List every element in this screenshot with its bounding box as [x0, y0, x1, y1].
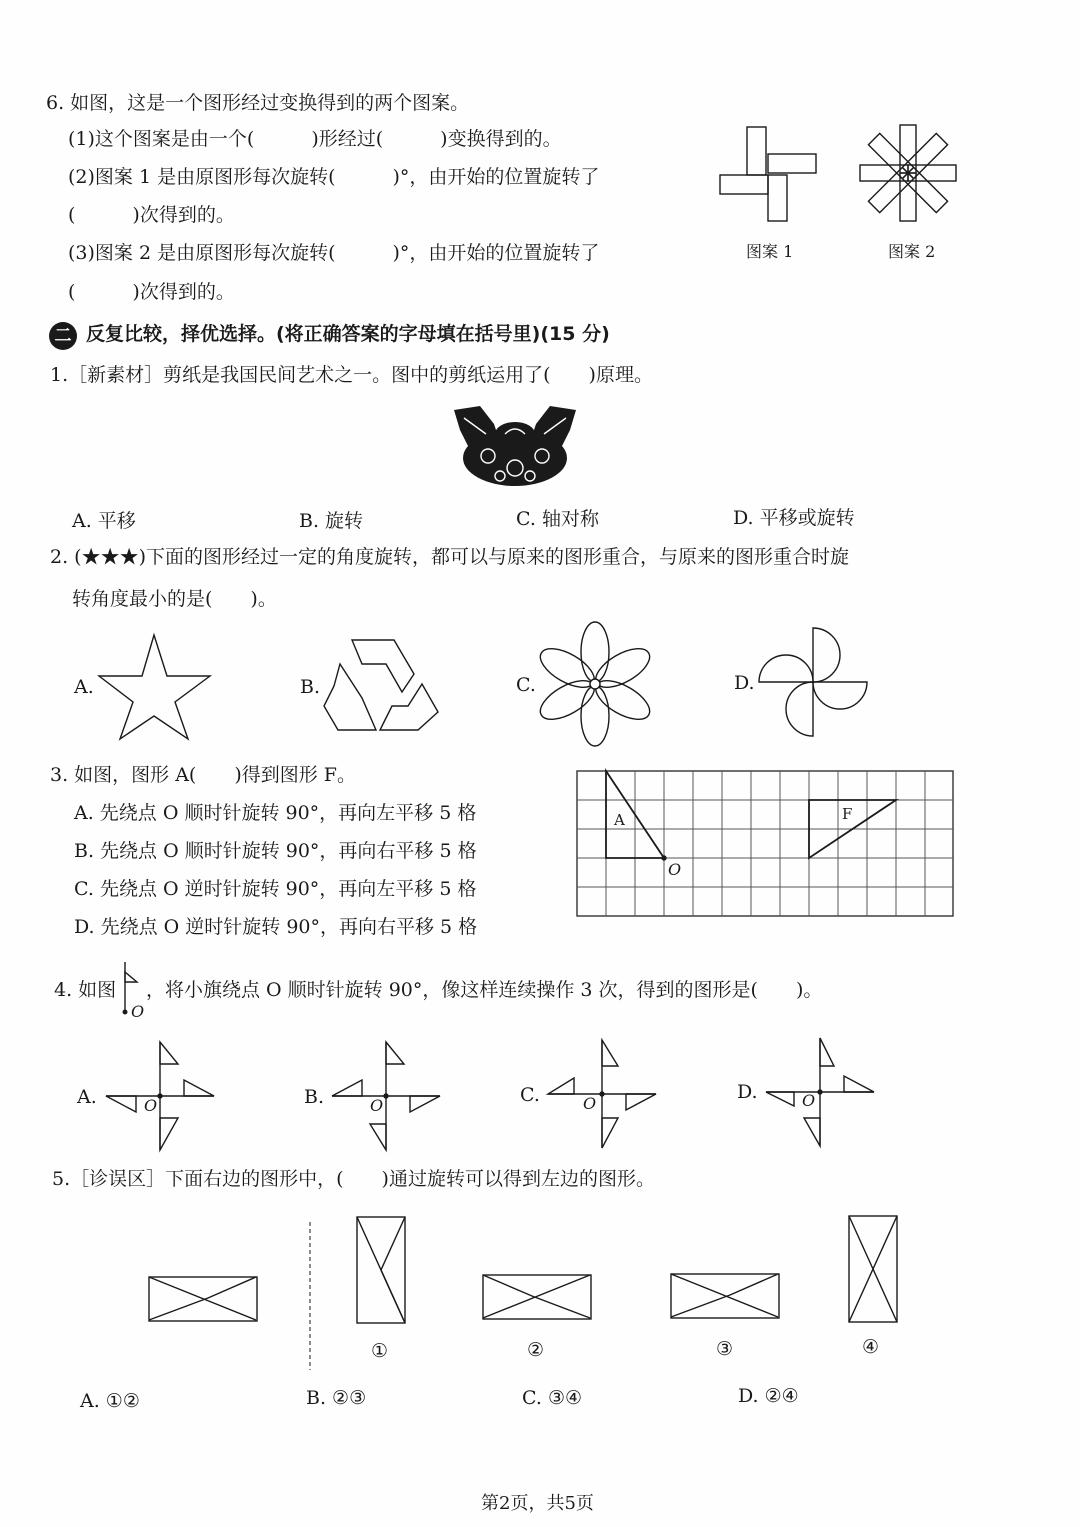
num-1: ①	[371, 1340, 389, 1362]
s1-stem: 1.［新素材］剪纸是我国民间艺术之一。图中的剪纸运用了( )原理。	[50, 364, 653, 386]
rect-option-3	[670, 1273, 782, 1321]
s2-label-a: A.	[74, 676, 94, 698]
s4-label-d: D.	[737, 1081, 758, 1103]
s1-option-c: C. 轴对称	[516, 508, 599, 530]
s5-option-b: B. ②③	[306, 1387, 367, 1409]
s1-option-a: A. 平移	[72, 510, 136, 532]
s3-option-c: C. 先绕点 O 逆时针旋转 90°，再向左平移 5 格	[74, 878, 477, 900]
rect-option-4	[848, 1215, 900, 1325]
q6-stem: 6. 如图，这是一个图形经过变换得到的两个图案。	[46, 92, 470, 114]
s2-label-b: B.	[300, 676, 321, 698]
s4-stem-post: ，将小旗绕点 O 顺时针旋转 90°，像这样连续操作 3 次，得到的图形是( )。	[146, 979, 823, 1001]
s5-stem: 5.［诊误区］下面右边的图形中，( )通过旋转可以得到左边的图形。	[52, 1168, 655, 1190]
paper-cut-image	[450, 404, 580, 492]
num-4: ④	[862, 1336, 880, 1358]
pattern-2-label: 图案 2	[888, 242, 936, 261]
s1-option-b: B. 旋转	[299, 510, 364, 532]
recycle-shape	[322, 634, 440, 734]
star-shape	[98, 632, 214, 740]
option-a-point-o: O	[144, 1096, 158, 1115]
grid-figure	[576, 770, 954, 918]
s2-label-c: C.	[516, 674, 536, 696]
section-2-badge: 二	[49, 322, 77, 350]
flag-option-c	[546, 1038, 658, 1150]
option-d-point-o: O	[802, 1091, 816, 1110]
shape-a-label: A	[614, 811, 625, 829]
option-b-point-o: O	[370, 1096, 384, 1115]
s5-option-d: D. ②④	[738, 1385, 799, 1407]
s4-label-c: C.	[520, 1084, 540, 1106]
q6-part1: (1)这个图案是由一个( )形经过( )变换得到的。	[68, 128, 562, 150]
s3-stem: 3. 如图，图形 A( )得到图形 F。	[50, 764, 356, 786]
flower-shape	[538, 622, 654, 748]
pattern-1-figure	[718, 125, 818, 223]
pattern-2-figure	[856, 124, 960, 222]
shape-f-label: F	[842, 805, 853, 823]
s2-label-d: D.	[734, 672, 755, 694]
section-2-title: 反复比较，择优选择。(将正确答案的字母填在括号里)(15 分)	[86, 323, 610, 345]
page-footer: 第2页，共5页	[481, 1493, 594, 1514]
q6-part2a: (2)图案 1 是由原图形每次旋转( )°，由开始的位置旋转了	[68, 166, 600, 188]
q6-part3b: ( )次得到的。	[68, 281, 235, 303]
s2-stem-line1: 2. (★★★)下面的图形经过一定的角度旋转，都可以与原来的图形重合，与原来的图形重合时旋	[50, 546, 849, 568]
s4-label-b: B.	[304, 1086, 325, 1108]
rect-option-2	[482, 1274, 594, 1322]
s1-option-d: D. 平移或旋转	[733, 507, 855, 529]
flag-option-d	[764, 1036, 876, 1148]
rect-option-1	[356, 1216, 408, 1326]
s3-option-a: A. 先绕点 O 顺时针旋转 90°，再向左平移 5 格	[74, 802, 477, 824]
q6-part2b: ( )次得到的。	[68, 204, 235, 226]
option-c-point-o: O	[583, 1094, 597, 1113]
pattern-1-label: 图案 1	[746, 242, 794, 261]
s5-option-c: C. ③④	[522, 1387, 583, 1409]
s5-option-a: A. ①②	[80, 1390, 140, 1412]
flag-option-a	[104, 1040, 216, 1152]
divider-dashed-line	[308, 1222, 312, 1372]
point-o-label: O	[668, 860, 682, 879]
flag-option-b	[330, 1040, 442, 1152]
pinwheel-shape	[756, 626, 870, 738]
s2-stem-line2: 转角度最小的是( )。	[72, 588, 277, 610]
s4-label-a: A.	[77, 1086, 97, 1108]
q6-part3a: (3)图案 2 是由原图形每次旋转( )°，由开始的位置旋转了	[68, 242, 600, 264]
s3-option-b: B. 先绕点 O 顺时针旋转 90°，再向右平移 5 格	[74, 840, 477, 862]
s4-stem-pre: 4. 如图	[54, 979, 117, 1001]
flag-point-o: O	[131, 1002, 145, 1021]
original-rectangle	[148, 1276, 260, 1324]
s3-option-d: D. 先绕点 O 逆时针旋转 90°，再向右平移 5 格	[74, 916, 478, 938]
num-2: ②	[527, 1339, 545, 1361]
num-3: ③	[716, 1338, 734, 1360]
